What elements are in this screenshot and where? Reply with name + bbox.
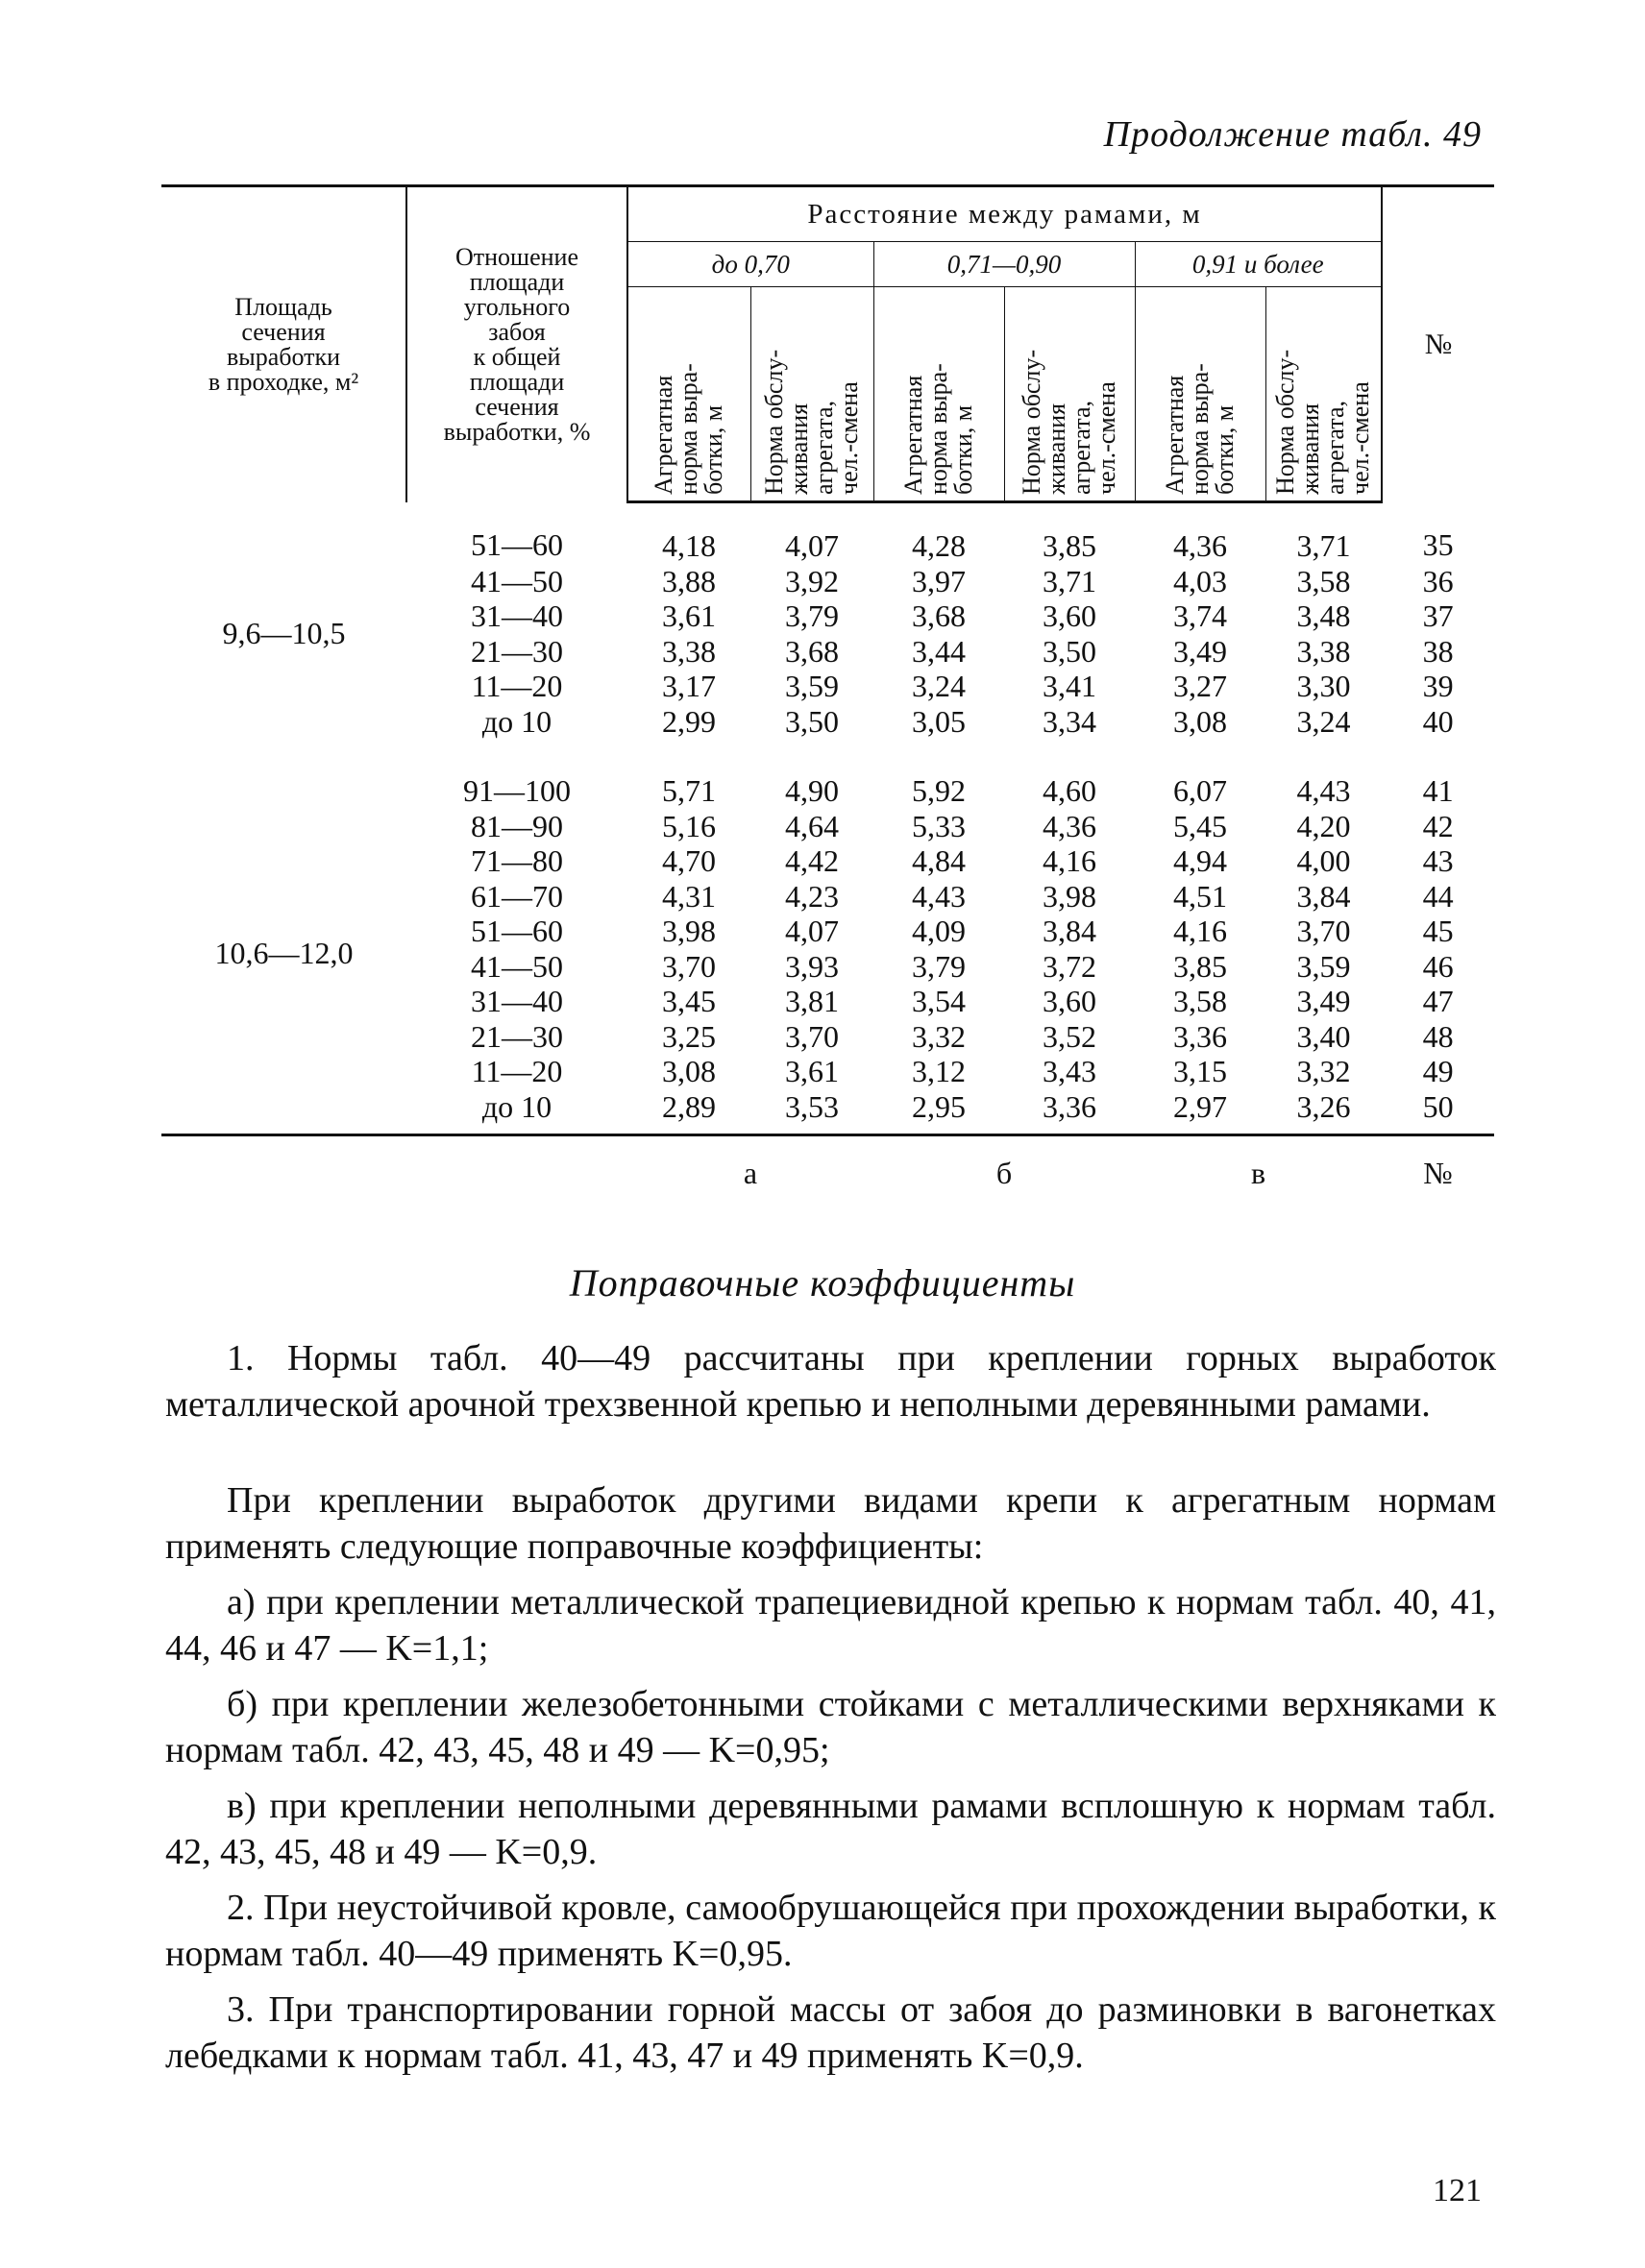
- cell-number: 50: [1422, 1088, 1454, 1124]
- cell-value: 4,43: [912, 878, 966, 914]
- subgroup-0-91-and-more: 0,91 и более: [1135, 242, 1382, 287]
- col-ratio-line: угольного: [463, 292, 571, 321]
- col-area-header: [161, 186, 406, 502]
- cell-value: 4,20: [1296, 808, 1351, 843]
- cell-value: 3,05: [912, 703, 966, 739]
- cell-value: 3,53: [785, 1088, 839, 1124]
- cell-ratio: 11—20: [471, 669, 563, 703]
- cell-value: 3,44: [912, 633, 966, 669]
- cell-value: 2,99: [662, 703, 716, 739]
- header-line: Норма обслу-: [1018, 349, 1045, 495]
- cell-value: 3,34: [1043, 703, 1096, 739]
- cell-value: 3,97: [912, 563, 966, 598]
- cell-value: 2,95: [912, 1088, 966, 1124]
- col-ratio-line: выработки, %: [443, 417, 591, 446]
- norms-table: [161, 184, 1494, 1192]
- cell-value: 5,45: [1173, 808, 1227, 843]
- cell-value: 3,71: [1296, 528, 1351, 563]
- cell-ratio: 51—60: [471, 914, 563, 948]
- cell-value: 3,38: [662, 633, 716, 669]
- col-area-line: выработки: [226, 342, 341, 371]
- cell-value: 3,45: [662, 984, 716, 1018]
- cell-value: 3,70: [785, 1018, 839, 1054]
- paragraph-6: 2. При неустойчивой кровле, самообрушающейся при прохождении выработки, к нормам табл. 40—49 применять K=0,95.: [165, 1888, 1496, 1974]
- cell-area: 10,6—12,0: [214, 936, 354, 971]
- header-line: чел.-смена: [1093, 381, 1120, 495]
- header-line: агрегата,: [1321, 401, 1350, 495]
- cell-number: 42: [1422, 808, 1454, 843]
- cell-value: 3,72: [1043, 948, 1096, 984]
- header-line: норма выра-: [675, 363, 703, 495]
- col-service-norm-header: [1265, 287, 1382, 502]
- cell-value: 5,71: [662, 773, 716, 808]
- cell-ratio: 71—80: [471, 843, 563, 878]
- cell-value: 5,33: [912, 808, 966, 843]
- col-ratio-line: площади: [469, 367, 565, 396]
- header-line: норма выра-: [1186, 363, 1214, 495]
- cell-value: 6,07: [1173, 773, 1227, 808]
- cell-value: 4,42: [785, 843, 839, 878]
- subgroup-0-71-0-90: 0,71—0,90: [873, 242, 1135, 287]
- cell-value: 3,61: [662, 598, 716, 633]
- frame-distance-header: Расстояние между рамами, м: [627, 186, 1382, 242]
- header-line: Агрегатная: [650, 375, 678, 495]
- cell-value: 3,84: [1296, 878, 1351, 914]
- cell-value: 3,36: [1173, 1018, 1227, 1054]
- continuation-caption: Продолжение табл. 49: [1103, 114, 1482, 155]
- cell-number: 35: [1422, 527, 1454, 563]
- table-row: [161, 502, 1494, 564]
- cell-value: 4,16: [1173, 914, 1227, 948]
- cell-value: 3,54: [912, 984, 966, 1018]
- cell-value: 3,68: [785, 633, 839, 669]
- cell-ratio: 31—40: [471, 598, 563, 633]
- cell-value: 3,98: [1043, 878, 1096, 914]
- cell-value: 3,92: [785, 563, 839, 598]
- cell-ratio: 81—90: [471, 808, 563, 843]
- cell-ratio: 51—60: [471, 527, 563, 563]
- cell-number: 48: [1422, 1018, 1454, 1054]
- cell-number: 38: [1422, 633, 1454, 669]
- cell-value: 3,85: [1043, 528, 1096, 563]
- cell-value: 3,70: [1296, 914, 1351, 948]
- cell-value: 2,89: [662, 1088, 716, 1124]
- cell-value: 3,32: [1296, 1054, 1351, 1088]
- header-line: ботки, м: [949, 404, 977, 495]
- col-area-line: сечения: [241, 317, 326, 346]
- cell-value: 3,12: [912, 1054, 966, 1088]
- cell-value: 4,00: [1296, 843, 1351, 878]
- cell-value: 3,27: [1173, 669, 1227, 703]
- cell-ratio: 61—70: [471, 878, 563, 914]
- header-line: норма выра-: [924, 363, 952, 495]
- col-service-norm-header: [1004, 287, 1135, 502]
- cell-value: 3,79: [912, 948, 966, 984]
- cell-value: 3,60: [1043, 984, 1096, 1018]
- cell-ratio: 31—40: [471, 984, 563, 1018]
- cell-value: 3,58: [1173, 984, 1227, 1018]
- cell-value: 3,50: [1043, 633, 1096, 669]
- footer-label-a: а: [627, 1135, 873, 1193]
- paragraph-4: б) при креплении железобетонными стойками с металлическими верхняками к нормам табл. 42, 43, 45, 48 и 49 — K=0,95;: [165, 1684, 1496, 1770]
- paragraph-7: 3. При транспортировании горной массы от забоя до разминовки в вагонетках лебедками к нормам табл. 41, 43, 47 и 49 применять K=0,9.: [165, 1989, 1496, 2076]
- cell-value: 3,93: [785, 948, 839, 984]
- col-ratio-header: [406, 186, 627, 502]
- col-number-header: №: [1382, 186, 1494, 502]
- cell-value: 4,90: [785, 773, 839, 808]
- page-number: 121: [1433, 2173, 1482, 2208]
- cell-value: 4,84: [912, 843, 966, 878]
- cell-value: 3,68: [912, 598, 966, 633]
- cell-value: 4,31: [662, 878, 716, 914]
- cell-value: 3,74: [1173, 598, 1227, 633]
- cell-value: 3,43: [1043, 1054, 1096, 1088]
- col-output-norm-header: [627, 287, 750, 502]
- footer-label-number: №: [1382, 1135, 1494, 1193]
- correction-text-2: [165, 1477, 1496, 2088]
- paragraph-1: 1. Нормы табл. 40—49 рассчитаны при креплении горных выработок металлической арочной трехзвенной крепью и неполными деревянными рамами.: [165, 1338, 1496, 1425]
- cell-area: 9,6—10,5: [222, 615, 346, 650]
- cell-ratio: 41—50: [471, 563, 563, 598]
- cell-value: 3,59: [1296, 948, 1351, 984]
- cell-value: 4,03: [1173, 563, 1227, 598]
- paragraph-2: При креплении выработок другими видами крепи к агрегатным нормам применять следующие поправочные коэффициенты:: [165, 1480, 1496, 1567]
- cell-value: 3,08: [1173, 703, 1227, 739]
- header-line: чел.-смена: [1346, 381, 1375, 495]
- cell-value: 4,60: [1043, 773, 1096, 808]
- col-ratio-line: к общей: [473, 342, 561, 371]
- correction-text: [165, 1335, 1496, 1427]
- header-line: агрегата,: [810, 401, 838, 495]
- header-line: Норма обслу-: [1271, 349, 1300, 495]
- cell-value: 3,52: [1043, 1018, 1096, 1054]
- cell-number: 36: [1422, 563, 1454, 598]
- cell-value: 5,92: [912, 773, 966, 808]
- cell-value: 4,36: [1173, 528, 1227, 563]
- cell-value: 3,15: [1173, 1054, 1227, 1088]
- cell-value: 4,07: [785, 914, 839, 948]
- cell-number: 41: [1422, 773, 1454, 808]
- cell-value: 3,25: [662, 1018, 716, 1054]
- cell-value: 3,98: [662, 914, 716, 948]
- cell-value: 4,28: [912, 528, 966, 563]
- cell-value: 3,49: [1173, 633, 1227, 669]
- table-row: [161, 739, 1494, 809]
- cell-number: 47: [1422, 984, 1454, 1018]
- cell-value: 3,61: [785, 1054, 839, 1088]
- header-line: Агрегатная: [1161, 375, 1189, 495]
- cell-number: 45: [1422, 914, 1454, 948]
- cell-value: 3,40: [1296, 1018, 1351, 1054]
- cell-value: 3,60: [1043, 598, 1096, 633]
- cell-ratio: 41—50: [471, 948, 563, 984]
- cell-value: 3,85: [1173, 948, 1227, 984]
- cell-value: 3,84: [1043, 914, 1096, 948]
- cell-value: 4,94: [1173, 843, 1227, 878]
- header-line: агрегата,: [1068, 401, 1095, 495]
- cell-value: 4,09: [912, 914, 966, 948]
- cell-value: 3,50: [785, 703, 839, 739]
- cell-value: 3,59: [785, 669, 839, 703]
- cell-value: 4,23: [785, 878, 839, 914]
- cell-number: 39: [1422, 669, 1454, 703]
- subgroup-up-to-0-70: до 0,70: [627, 242, 873, 287]
- cell-value: 5,16: [662, 808, 716, 843]
- cell-value: 3,58: [1296, 563, 1351, 598]
- col-ratio-line: сечения: [475, 392, 559, 421]
- header-line: чел.-смена: [835, 381, 863, 495]
- cell-value: 4,43: [1296, 773, 1351, 808]
- cell-value: 4,70: [662, 843, 716, 878]
- cell-value: 4,07: [785, 528, 839, 563]
- cell-value: 3,71: [1043, 563, 1096, 598]
- header-line: живания: [1296, 402, 1325, 495]
- cell-value: 4,36: [1043, 808, 1096, 843]
- col-area-line: Площадь: [234, 292, 332, 321]
- header-line: Норма обслу-: [760, 349, 788, 495]
- cell-value: 4,51: [1173, 878, 1227, 914]
- cell-value: 4,16: [1043, 843, 1096, 878]
- cell-value: 3,32: [912, 1018, 966, 1054]
- cell-ratio: 91—100: [463, 773, 571, 808]
- col-ratio-line: Отношение: [455, 242, 578, 271]
- col-output-norm-header: [873, 287, 1004, 502]
- col-output-norm-header: [1135, 287, 1265, 502]
- footer-empty: [406, 1135, 627, 1193]
- footer-label-v: в: [1135, 1135, 1382, 1193]
- cell-value: 3,70: [662, 948, 716, 984]
- cell-value: 3,24: [912, 669, 966, 703]
- cell-number: 37: [1422, 598, 1454, 633]
- cell-value: 3,41: [1043, 669, 1096, 703]
- cell-number: 43: [1422, 843, 1454, 878]
- table-body: [161, 502, 1494, 1135]
- paragraph-3: а) при креплении металлической трапециевидной крепью к нормам табл. 40, 41, 44, 46 и 47 — K=1,1;: [165, 1582, 1496, 1669]
- cell-number: 49: [1422, 1054, 1454, 1088]
- cell-value: 4,64: [785, 808, 839, 843]
- header-line: Агрегатная: [899, 375, 927, 495]
- cell-value: 3,38: [1296, 633, 1351, 669]
- header-line: живания: [785, 402, 813, 495]
- cell-value: 3,79: [785, 598, 839, 633]
- cell-value: 2,97: [1173, 1088, 1227, 1124]
- cell-number: 44: [1422, 878, 1454, 914]
- paragraph-5: в) при креплении неполными деревянными рамами всплошную к нормам табл. 42, 43, 45, 48 и 49 — K=0,9.: [165, 1786, 1496, 1872]
- col-area-line: в проходке, м²: [208, 367, 359, 396]
- col-service-norm-header: [750, 287, 873, 502]
- header-line: ботки, м: [1211, 404, 1239, 495]
- cell-value: 4,18: [662, 528, 716, 563]
- col-ratio-line: забоя: [488, 317, 546, 346]
- cell-ratio: 21—30: [471, 1018, 563, 1054]
- cell-value: 3,88: [662, 563, 716, 598]
- cell-ratio: 11—20: [471, 1054, 563, 1088]
- cell-value: 3,17: [662, 669, 716, 703]
- cell-number: 40: [1422, 703, 1454, 739]
- cell-ratio: 21—30: [471, 633, 563, 669]
- cell-value: 3,81: [785, 984, 839, 1018]
- cell-value: 3,36: [1043, 1088, 1096, 1124]
- header-line: ботки, м: [700, 404, 728, 495]
- footer-empty: [161, 1135, 406, 1193]
- cell-value: 3,26: [1296, 1088, 1351, 1124]
- cell-value: 3,49: [1296, 984, 1351, 1018]
- footer-label-b: б: [873, 1135, 1135, 1193]
- cell-value: 3,30: [1296, 669, 1351, 703]
- cell-ratio: до 10: [481, 703, 552, 739]
- col-ratio-line: площади: [469, 267, 565, 296]
- cell-ratio: до 10: [481, 1088, 552, 1124]
- cell-value: 3,08: [662, 1054, 716, 1088]
- cell-number: 46: [1422, 948, 1454, 984]
- cell-value: 3,24: [1296, 703, 1351, 739]
- cell-value: 3,48: [1296, 598, 1351, 633]
- header-line: живания: [1043, 402, 1070, 495]
- section-title: Поправочные коэффициенты: [569, 1261, 1076, 1305]
